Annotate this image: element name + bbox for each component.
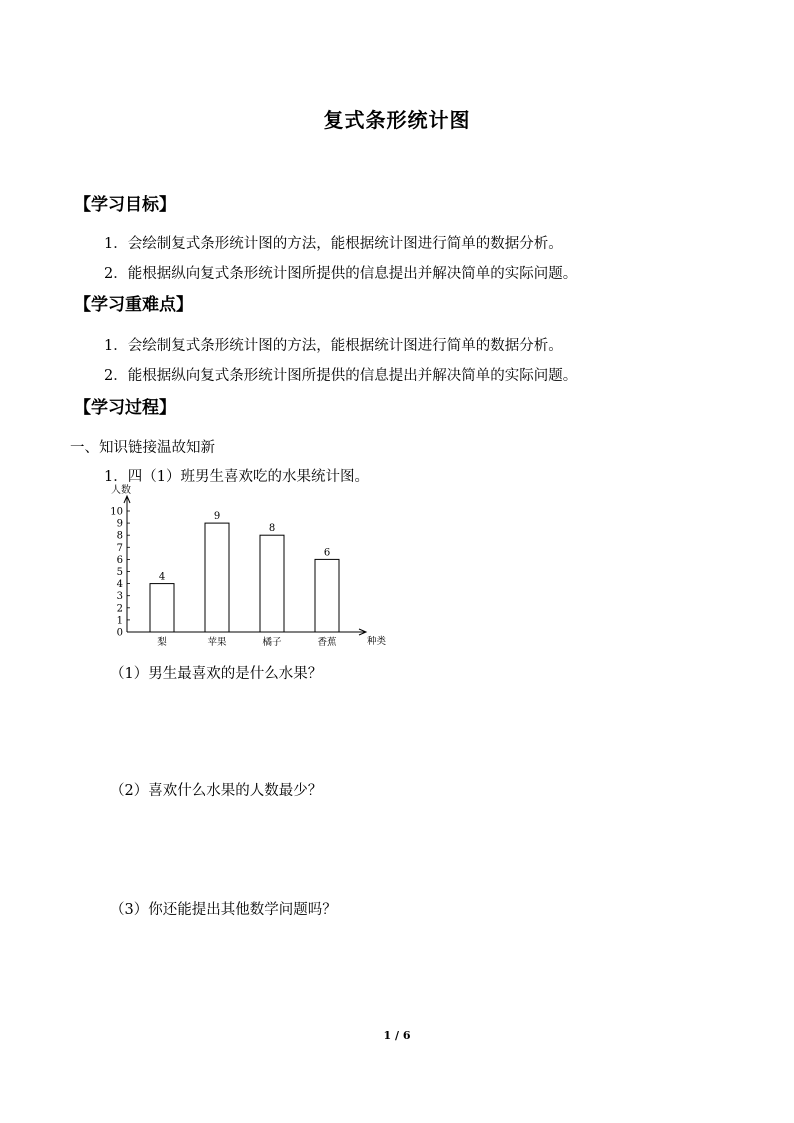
y-tick-label: 10 [110, 506, 123, 518]
bar-data-label: 4 [158, 571, 166, 583]
goal-item-2: 2．能根据纵向复式条形统计图所提供的信息提出并解决简单的实际问题。 [104, 266, 578, 282]
bar-data-label: 6 [323, 547, 331, 559]
learning-process-heading: 【学习过程】 [74, 398, 176, 418]
learning-goals-heading: 【学习目标】 [74, 195, 176, 215]
category-label: 香蕉 [317, 637, 337, 648]
fruit-bar-chart [100, 484, 390, 654]
bar-data-label: 9 [213, 511, 221, 523]
x-axis-label: 种类 [367, 636, 387, 647]
y-tick-label: 7 [116, 542, 123, 554]
question-2: （2）喜欢什么水果的人数最少？ [110, 783, 323, 799]
y-tick-label: 9 [116, 518, 123, 530]
y-tick-label: 0 [116, 627, 123, 639]
y-tick-label: 4 [116, 579, 123, 591]
y-axis-label: 人数 [111, 485, 131, 496]
bar-4 [315, 559, 339, 632]
goal-item-1: 1．会绘制复式条形统计图的方法，能根据统计图进行简单的数据分析。 [104, 236, 563, 252]
y-tick-label: 6 [116, 554, 123, 566]
key-point-item-2: 2．能根据纵向复式条形统计图所提供的信息提出并解决简单的实际问题。 [104, 368, 578, 384]
category-label: 橘子 [262, 637, 282, 648]
y-tick-label: 5 [116, 567, 123, 578]
page-number: 1 / 6 [383, 1029, 411, 1042]
category-label: 苹果 [207, 637, 227, 648]
part-one-heading: 一、知识链接温故知新 [70, 440, 215, 456]
category-label: 梨 [157, 637, 167, 648]
y-tick-label: 3 [116, 591, 123, 603]
question-one-intro: 1．四（1）班男生喜欢吃的水果统计图。 [104, 469, 369, 485]
y-tick-label: 8 [116, 530, 123, 542]
question-3: （3）你还能提出其他数学问题吗？ [110, 902, 337, 918]
key-point-item-1: 1．会绘制复式条形统计图的方法，能根据统计图进行简单的数据分析。 [104, 338, 563, 354]
y-tick-label: 2 [116, 603, 123, 615]
bar-data-label: 8 [268, 523, 276, 535]
key-points-heading: 【学习重难点】 [74, 295, 193, 315]
y-tick-label: 1 [116, 615, 123, 627]
bar-3 [260, 535, 284, 632]
bar-2 [205, 523, 229, 632]
question-1: （1）男生最喜欢的是什么水果？ [110, 666, 323, 682]
bar-1 [150, 584, 174, 632]
page-title: 复式条形统计图 [323, 108, 471, 132]
